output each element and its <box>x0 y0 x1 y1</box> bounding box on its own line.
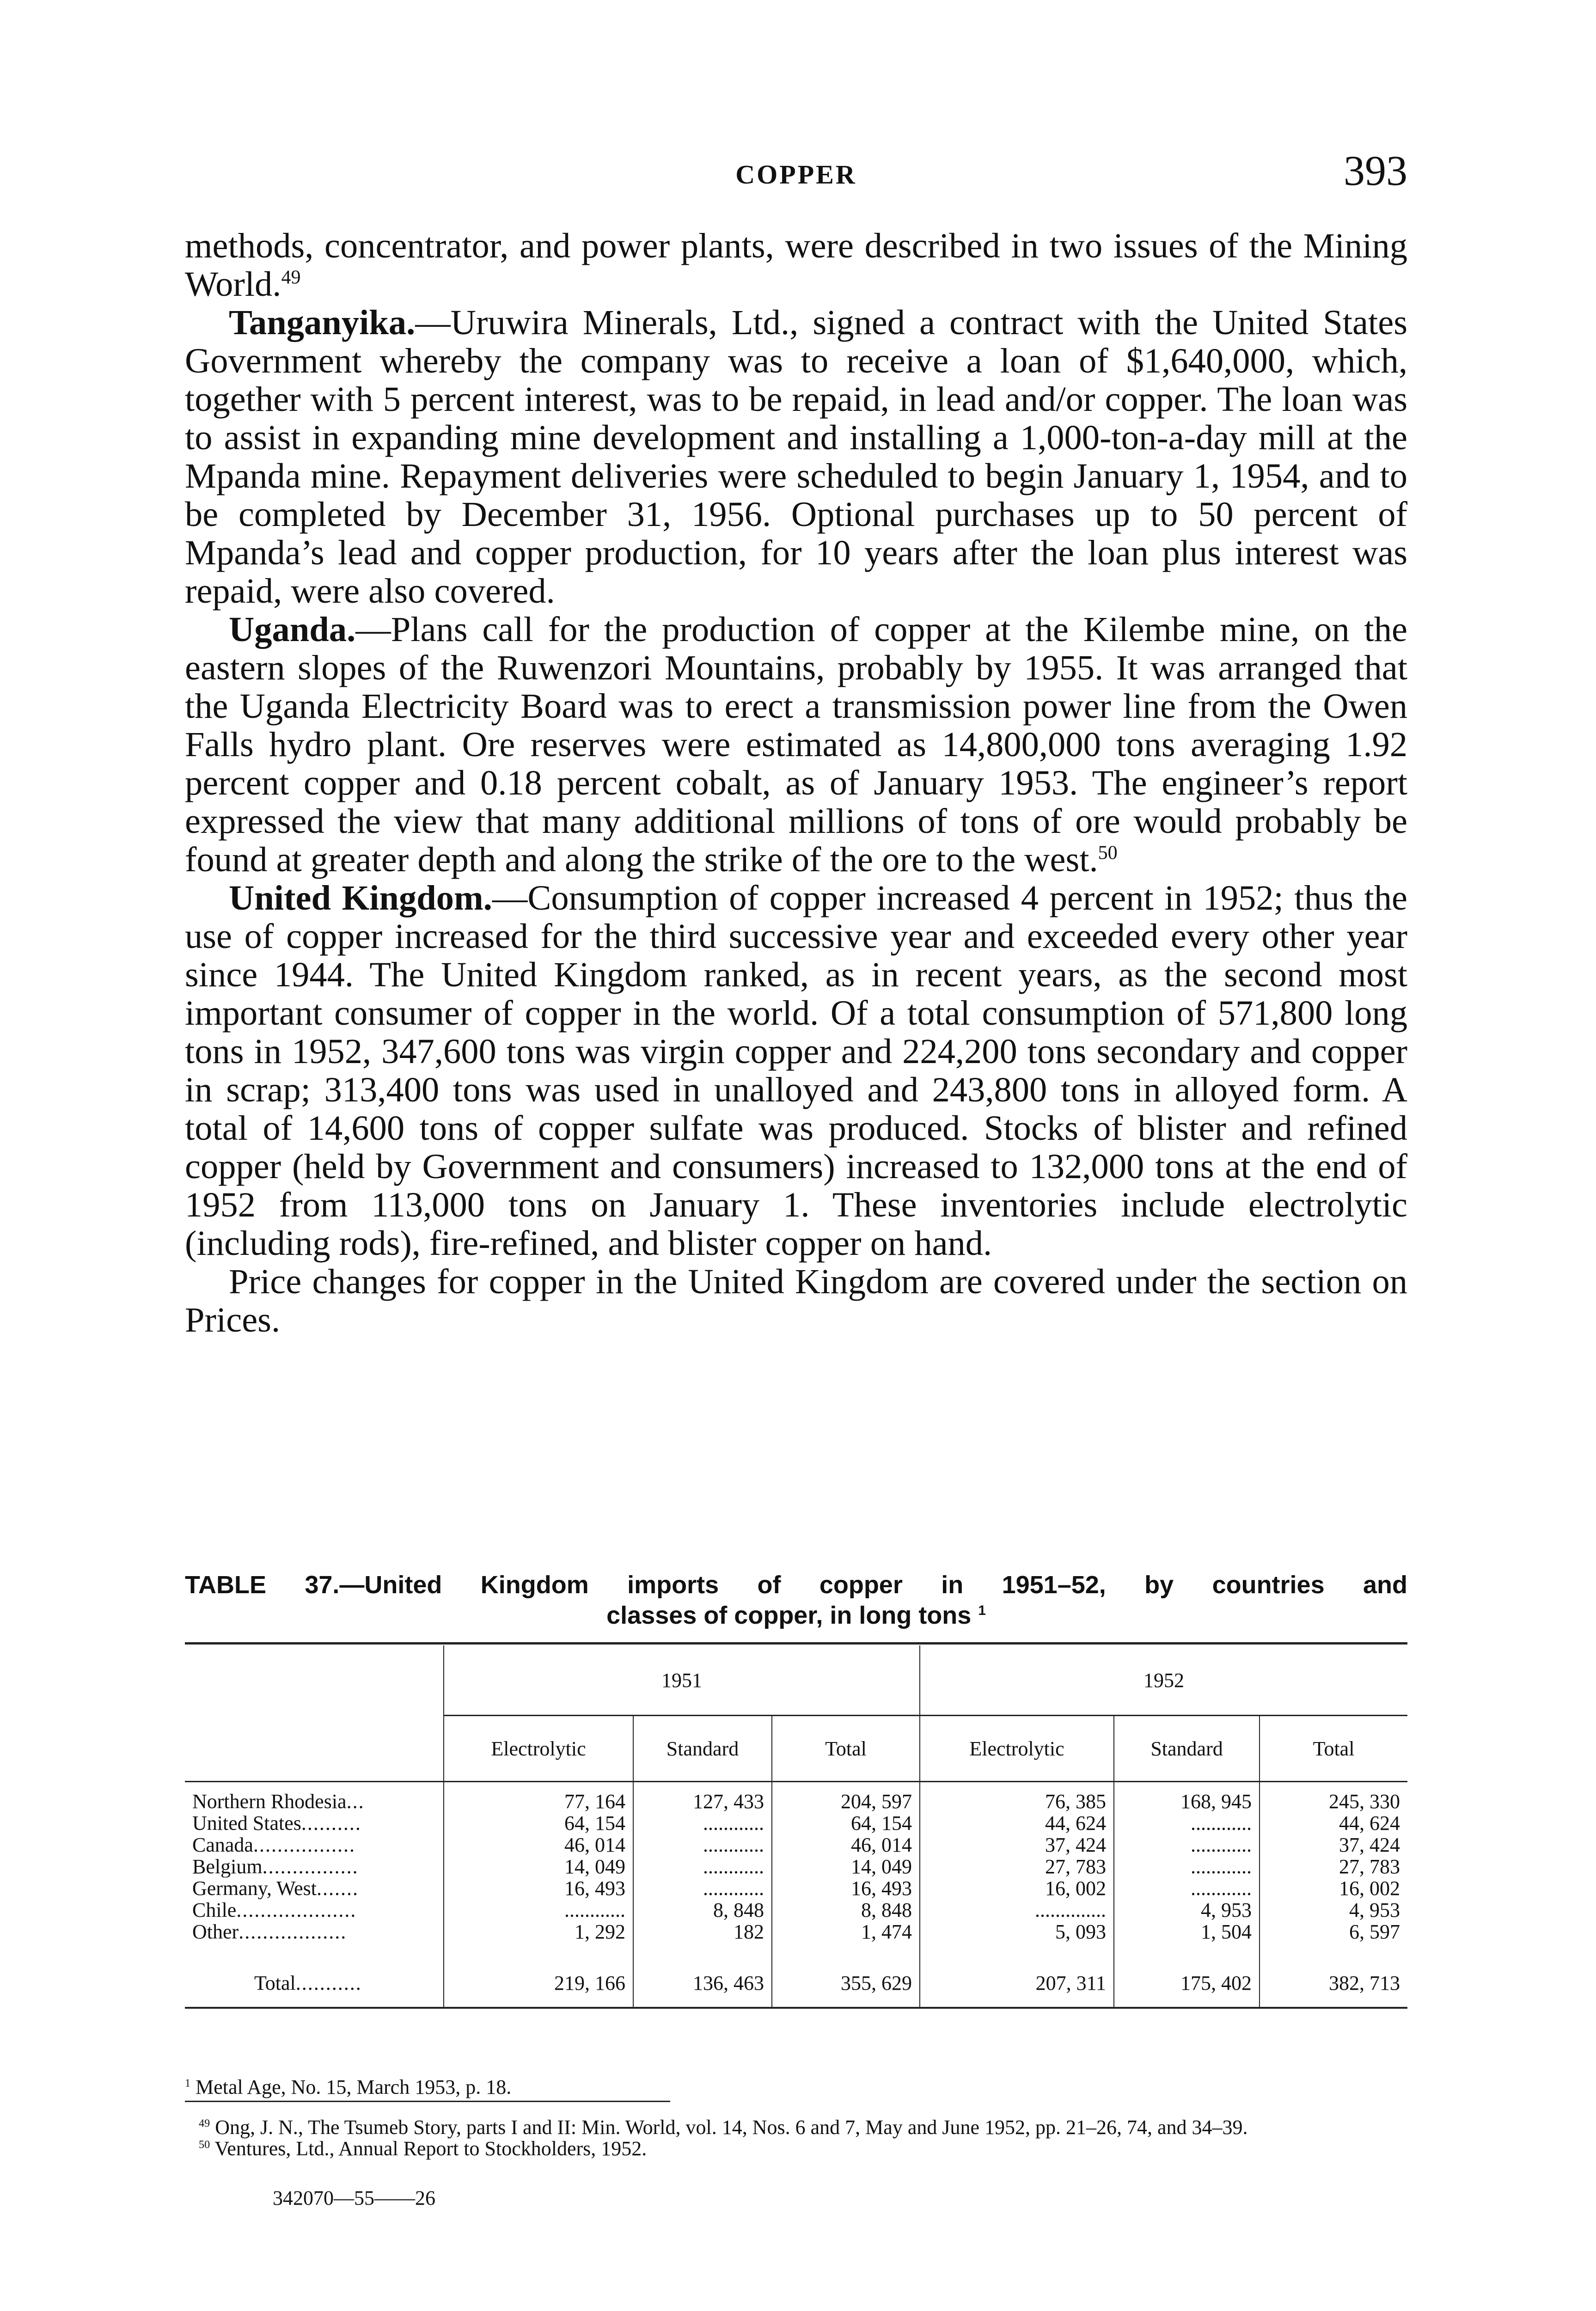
footnote-ref: 1 <box>185 2077 191 2090</box>
table-row: Other.................. 1, 292 182 1, 474 5, 093 1, 504 6, 597 <box>185 1921 1407 1953</box>
section-head: Uganda. <box>229 610 356 649</box>
footnote-ref[interactable]: 1 <box>978 1603 986 1618</box>
paragraph: United Kingdom.—Consumption of copper increased 4 percent in 1952; thus the use of copper increased for the third successive year and exceeded every other year since 1944. The United Kingdom ranked, as in recent years, as the second most important consumer of copper in the world. Of a total consumption of 571,800 long tons in 1952, 347,600 tons was virgin copper and 224,200 tons secondary and copper in scrap; 313,400 tons was used in unalloyed and 243,800 tons in alloyed form. A total of 14,600 tons of copper sulfate was produced. Stocks of blister and refined copper (held by Government and consumers) increased to 132,000 tons at the end of 1952 from 113,000 tons on January 1. These inventories include electrolytic (including rods), fire-refined, and blister copper on hand. <box>185 878 1407 1263</box>
footnotes <box>185 2117 1407 2159</box>
paragraph: Tanganyika.—Uruwira Minerals, Ltd., signed a contract with the United States Government whereby the company was to receive a loan of $1,640,000, which, together with 5 percent interest, was to be repaid, in lead and/or copper. The loan was to assist in expanding mine development and installing a 1,000-ton-a-day mill at the Mpanda mine. Repayment deliveries were scheduled to begin January 1, 1954, and to be completed by December 31, 1956. Optional purchases up to 50 percent of Mpanda’s lead and copper production, for 10 years after the loan plus interest was repaid, were also covered. <box>185 303 1407 611</box>
imports-table <box>185 1645 1407 2009</box>
running-head-title: COPPER <box>735 159 857 190</box>
country-cell: Canada................. <box>192 1834 355 1856</box>
country-cell: Northern Rhodesia... <box>192 1790 365 1812</box>
country-cell: Germany, West....... <box>192 1877 359 1899</box>
table-stub-header <box>185 1645 444 1716</box>
table-row: Chile.................... ............ 8, 848 8, 848 .............. 4, 953 4, 953 <box>185 1899 1407 1921</box>
year-header: 1952 <box>920 1645 1407 1716</box>
country-cell: Belgium................ <box>192 1856 359 1877</box>
footnote: $^{50}$ Ventures, Ltd., Annual Report to Stockholders, 1952. <box>199 2137 647 2160</box>
document-page <box>185 0 1407 2311</box>
country-cell: United States.......... <box>192 1812 361 1834</box>
table-caption-line: classes of copper, in long tons $^1$ <box>606 1602 986 1629</box>
footnote-ref[interactable]: 50 <box>1098 842 1118 864</box>
footnote-ref[interactable]: 49 <box>281 267 301 288</box>
table-source-note: $^1$ Metal Age, No. 15, March 1953, p. 18. <box>185 2076 512 2098</box>
year-header: 1951 <box>444 1645 920 1716</box>
column-header: Standard <box>633 1716 772 1782</box>
column-header: Total <box>772 1716 920 1782</box>
column-header: Electrolytic <box>444 1716 633 1782</box>
country-cell: Other.................. <box>192 1921 347 1943</box>
column-header: Electrolytic <box>920 1716 1114 1782</box>
paragraph: Uganda.—Plans call for the production of copper at the Kilembe mine, on the eastern slopes of the Ruwenzori Mountains, probably by 1955. It was arranged that the Uganda Electricity Board was to erect a transmission power line from the Owen Falls hydro plant. Ore reserves were estimated as 14,800,000 tons averaging 1.92 percent copper and 0.18 percent cobalt, as of January 1953. The engineer’s report expressed the view that many additional millions of tons of ore would probably be found at greater depth and along the strike of the ore to the west.$^{50}$ <box>185 610 1407 879</box>
column-header: Standard <box>1114 1716 1260 1782</box>
table-row: Belgium................ 14, 049 ............ 14, 049 27, 783 ............ 27, 783 <box>185 1856 1407 1877</box>
paragraph: methods, concentrator, and power plants, were described in two issues of the Mining World.$^{49}$ <box>185 226 1407 304</box>
section-head: United Kingdom. <box>229 878 492 917</box>
table-top-rule <box>185 1642 1407 1645</box>
footnote-rule <box>185 2101 670 2102</box>
paragraph: Price changes for copper in the United Kingdom are covered under the section on Prices. <box>185 1262 1407 1339</box>
total-label-cell: Total........... <box>185 1953 444 2008</box>
column-header: Total <box>1260 1716 1407 1782</box>
body-text <box>185 226 1407 1339</box>
table-row: United States.......... 64, 154 ............ 64, 154 44, 624 ............ 44, 624 <box>185 1812 1407 1834</box>
table-row: Canada................. 46, 014 ............ 46, 014 37, 424 ............ 37, 424 <box>185 1834 1407 1856</box>
table-column-row <box>185 1716 1407 1782</box>
table-year-row <box>185 1645 1407 1716</box>
table-caption-line: TABLE 37.—United Kingdom imports of copper in 1951–52, by countries and <box>185 1571 1407 1599</box>
table-row: Northern Rhodesia... 77, 164 127, 433 204, 597 76, 385 168, 945 245, 330 <box>185 1782 1407 1813</box>
country-cell: Chile.................... <box>192 1899 357 1921</box>
table-row: Germany, West....... 16, 493 ............ 16, 493 16, 002 ............ 16, 002 <box>185 1877 1407 1899</box>
running-head <box>185 146 1407 197</box>
section-head: Tanganyika. <box>229 303 416 342</box>
footnote: $^{49}$ Ong, J. N., The Tsumeb Story, parts I and II: Min. World, vol. 14, Nos. 6 and 7, May and June 1952, pp. 21–26, 74, and 34–39. <box>199 2116 1248 2139</box>
table-total-row: Total........... 219, 166 136, 463 355, 629 207, 311 175, 402 382, 713 <box>185 1953 1407 2008</box>
table-caption <box>185 1570 1407 1631</box>
page-number: 393 <box>1344 147 1407 194</box>
printer-code: 342070—55——26 <box>273 2187 435 2209</box>
